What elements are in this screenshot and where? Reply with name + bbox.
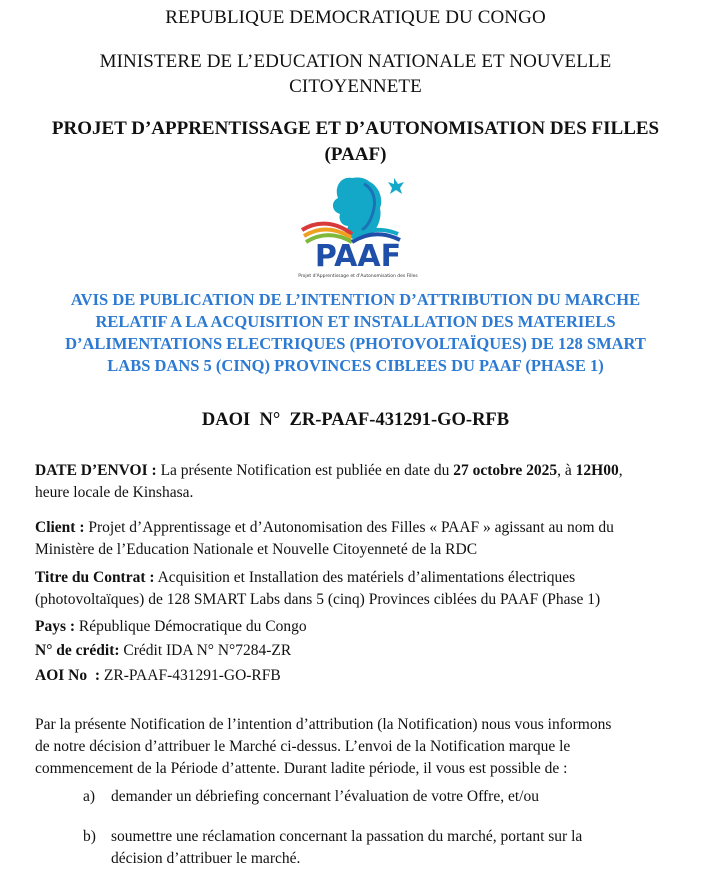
date-text1: La présente Notification est publiée en date du: [160, 462, 450, 479]
client-line2: Ministère de l’Education Nationale et Nouvelle Citoyenneté de la RDC: [35, 541, 478, 558]
country-value: République Démocratique du Congo: [78, 618, 307, 635]
date-paragraph: [35, 460, 685, 504]
date-value: 27 octobre 2025: [453, 462, 558, 479]
time-value: 12H00: [575, 462, 619, 479]
contract-title-paragraph: [35, 567, 685, 611]
country-heading: REPUBLIQUE DEMOCRATIQUE DU CONGO: [165, 7, 546, 28]
date-label: DATE D’ENVOI :: [35, 462, 157, 479]
notice-title-line3: D’ALIMENTATIONS ELECTRIQUES (PHOTOVOLTAÏQUES) DE 128 SMART: [65, 334, 646, 353]
client-label: Client :: [35, 519, 85, 536]
notice-title-line1: AVIS DE PUBLICATION DE L’INTENTION D’ATTRIBUTION DU MARCHE: [70, 290, 641, 309]
intro-line3: commencement de la Période d’attente. Durant ladite période, il vous est possible de :: [35, 760, 568, 777]
notice-title-line2: RELATIF A LA ACQUISITION ET INSTALLATION DES MATERIELS: [95, 312, 616, 331]
list-item-a-text: demander un débriefing concernant l’évaluation de votre Offre, et/ou: [111, 788, 539, 805]
list-marker-a: a): [83, 788, 96, 805]
paaf-logo: [282, 168, 434, 280]
list-item: [83, 786, 683, 808]
client-line1: Projet d’Apprentissage et d’Autonomisation des Filles « PAAF » agissant au nom du: [88, 519, 614, 536]
list-marker-b: b): [83, 828, 96, 845]
intro-paragraph: [35, 714, 685, 780]
credit-value: Crédit IDA N° N°7284-ZR: [123, 642, 292, 659]
ministry-heading-line2: CITOYENNETE: [289, 76, 422, 97]
logo-tagline: Projet d'Apprentissage et d'Autonomisation des Filles: [298, 274, 418, 279]
credit-field: [35, 640, 685, 662]
daoi-label: DAOI N°: [201, 410, 281, 430]
project-title-line2: (PAAF): [324, 144, 387, 165]
client-paragraph: [35, 517, 685, 561]
project-title-line1: PROJET D’APPRENTISSAGE ET D’AUTONOMISATION DES FILLES: [51, 118, 660, 139]
intro-line1: Par la présente Notification de l’intention d’attribution (la Notification) nous vous informons: [35, 716, 612, 733]
date-text3: ,: [618, 462, 623, 479]
contract-title-line2: (photovoltaïques) de 128 SMART Labs dans 5 (cinq) Provinces ciblées du PAAF (Phase 1): [35, 591, 601, 608]
country-field: [35, 616, 685, 638]
daoi-reference: [0, 408, 711, 432]
logo-wordmark: PAAF: [314, 239, 402, 274]
aoi-value: ZR-PAAF-431291-GO-RFB: [103, 667, 281, 684]
credit-label: N° de crédit:: [35, 642, 120, 659]
list-item-b-line1: soumettre une réclamation concernant la passation du marché, portant sur la: [111, 828, 583, 845]
list-item-b-text: [111, 826, 683, 870]
aoi-label: AOI No :: [35, 667, 101, 684]
intro-line2: de notre décision d’attribuer le Marché ci-dessus. L’envoi de la Notification marque le: [35, 738, 571, 755]
daoi-number: ZR-PAAF-431291-GO-RFB: [289, 410, 510, 430]
aoi-field: [35, 665, 685, 687]
date-line2: heure locale de Kinshasa.: [35, 484, 194, 501]
notice-title-line4: LABS DANS 5 (CINQ) PROVINCES CIBLEES DU PAAF (PHASE 1): [107, 356, 604, 375]
list-item: [83, 826, 683, 870]
ministry-heading-line1: MINISTERE DE L’EDUCATION NATIONALE ET NOUVELLE: [99, 51, 612, 72]
contract-title-line1: Acquisition et Installation des matériels d’alimentations électriques: [157, 569, 576, 586]
date-text2: , à: [557, 462, 572, 479]
list-item-b-line2: décision d’attribuer le marché.: [111, 850, 301, 867]
country-label: Pays :: [35, 618, 76, 635]
contract-title-label: Titre du Contrat :: [35, 569, 155, 586]
